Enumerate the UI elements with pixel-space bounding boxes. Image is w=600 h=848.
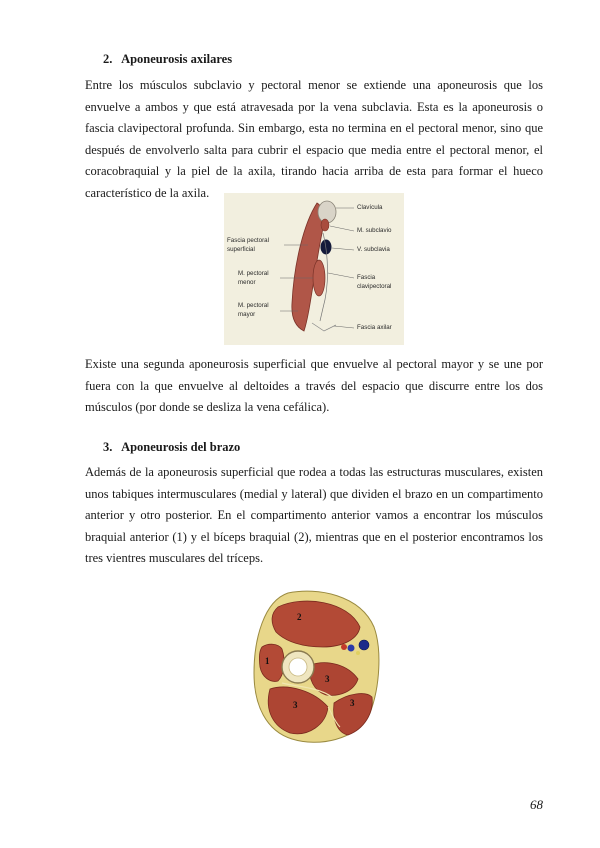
section-2-paragraph-1: Entre los músculos subclavio y pectoral menor se extiende una aponeurosis que los envuelve a ambos y que está atravesada por la vena subclavia. Esta es la aponeurosis o fascia clavipectoral profunda. Sin embargo, esta no termina en el pectoral menor, sino que después de envolverlo salta para cubrir el espacio que media entre el pectoral menor, el coracobraquial y la piel de la axila, tirando hacia arriba de esta para formar el hueco característico de la axila. — [85, 78, 543, 200]
label-pectoral-menor — [238, 270, 269, 287]
label-pectoral-mayor-line2: mayor — [238, 310, 256, 318]
label-fascia-clavipectoral — [357, 274, 391, 291]
section-2-title: Aponeurosis axilares — [121, 52, 233, 66]
section-3-title: Aponeurosis del brazo — [121, 440, 241, 454]
label-pectoral-menor-line2: menor — [238, 278, 256, 286]
label-fascia-superficial — [227, 237, 269, 254]
muscle-number-triceps-long: 3 — [293, 700, 298, 710]
muscle-number-brachialis: 1 — [265, 656, 270, 666]
muscle-number-triceps-medial: 3 — [325, 674, 330, 684]
label-v-subclavia: V. subclavia — [357, 246, 390, 253]
section-3-paragraph-1: Además de la aponeurosis superficial que rodea a todas las estructuras musculares, existen unos tabiques intermusculares (medial y lateral) que dividen el brazo en un compartimento anterior y otro posterior. En el compartimento anterior vamos a encontrar los músculos braquial anterior (1) y el bíceps braquial (2), mientras que en el posterior encontramos los tres vientres musculares del tríceps. — [85, 465, 543, 565]
label-fascia-superficial-line1: Fascia pectoral — [227, 237, 269, 244]
muscle-number-biceps: 2 — [297, 612, 302, 622]
label-fascia-superficial-line2: superficial — [227, 245, 255, 253]
axillary-fascia-illustration — [224, 193, 404, 345]
label-subclavio: M. subclavio — [357, 227, 392, 234]
axillary-fascia-figure — [224, 193, 404, 345]
arm-cross-section-illustration — [248, 587, 382, 747]
label-fascia-axilar: Fascia axilar — [357, 324, 392, 331]
label-pectoral-mayor — [238, 302, 269, 319]
section-3-number: 3. — [103, 440, 113, 454]
section-3-heading — [103, 440, 240, 455]
muscle-number-triceps-lateral: 3 — [350, 698, 355, 708]
label-fascia-clavipectoral-line2: clavipectoral — [357, 282, 392, 290]
label-pectoral-mayor-line1: M. pectoral — [238, 302, 269, 309]
section-2-number: 2. — [103, 52, 113, 66]
label-pectoral-menor-line1: M. pectoral — [238, 270, 269, 277]
section-2-paragraph-2: Existe una segunda aponeurosis superficial que envuelve al pectoral mayor y se une por fuera con la que envuelve al deltoides a través del espacio que discurre entre los dos músculos (por donde se desliza la vena cefálica). — [85, 357, 543, 414]
section-2-heading — [103, 52, 232, 67]
label-clavicula: Clavícula — [357, 204, 383, 211]
label-fascia-clavipectoral-line1: Fascia — [357, 274, 376, 281]
page-number: 68 — [530, 797, 543, 812]
arm-cross-section-figure — [248, 587, 382, 747]
